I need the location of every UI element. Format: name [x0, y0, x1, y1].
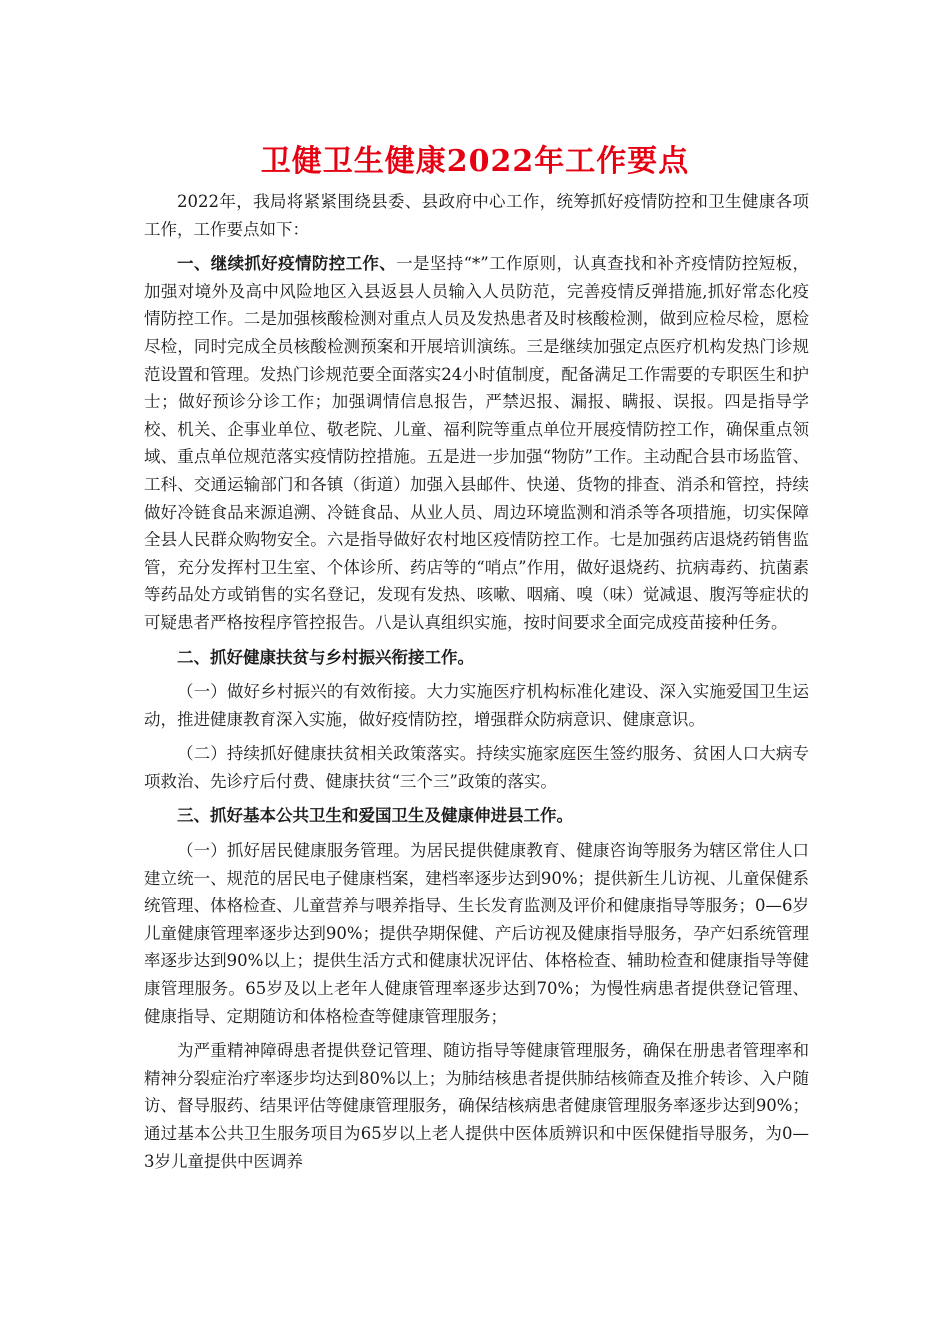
section-1-text: 一是坚持“*”工作原则，认真查找和补齐疫情防控短板，加强对境外及高中风险地区入县返县人员输入人员防范，完善疫情反弹措施,抓好常态化疫情防控工作。二是加强核酸检测对重点人员及发热患者及时核酸检测，做到应检尽检，愿检尽检，同时完成全员核酸检测预案和开展培训演练。三是继续加强定点医疗机构发热门诊规范设置和管理。发热门诊规范要全面落实24小时值制度，配备满足工作需要的专职医生和护士；做好预诊分诊工作；加强调情信息报告，严禁迟报、漏报、瞒报、误报。四是指导学校、机关、企事业单位、敬老院、儿童、福利院等重点单位开展疫情防控工作，确保重点领域、重点单位规范落实疫情防控措施。五是进一步加强“物防”工作。主动配合县市场监管、工科、交通运输部门和各镇（街道）加强入县邮件、快递、货物的排查、消杀和管控，持续做好冷链食品来源追溯、冷链食品、从业人员、周边环境监测和消杀等各项措施，切实保障全县人民群众购物安全。六是指导做好农村地区疫情防控工作。七是加强药店退烧药销售监管，充分发挥村卫生室、个体诊所、药店等的“哨点”作用，做好退烧药、抗病毒药、抗菌素等药品处方或销售的实名登记，发现有发热、咳嗽、咽痛、嗅（味）觉减退、腹泻等症状的可疑患者严格按程序管控报告。八是认真组织实施，按时间要求全面完成疫苗接种任务。: [144, 254, 810, 632]
document-title: 卫健卫生健康2022年工作要点: [260, 144, 690, 179]
section-3-item-2: 为严重精神障碍患者提供登记管理、随访指导等健康管理服务，确保在册患者管理率和精神分裂症治疗率逐步均达到80%以上；为肺结核患者提供肺结核筛查及推介转诊、入户随访、督导服药、结果评估等健康管理服务，确保结核病患者健康管理服务率逐步达到90%；通过基本公共卫生服务项目为65岁以上老人提供中医体质辨识和中医保健指导服务，为0—3岁儿童提供中医调养: [144, 1041, 809, 1171]
section-1-heading: 一、继续抓好疫情防控工作、: [177, 254, 397, 274]
section-3-heading: 三、抓好基本公共卫生和爱国卫生及健康伸进县工作。: [177, 806, 573, 826]
section-2-item-2: （二）持续抓好健康扶贫相关政策落实。持续实施家庭医生签约服务、贫困人口大病专项救治、先诊疗后付费、健康扶贫“三个三”政策的落实。: [144, 744, 809, 791]
section-3-item-1: （一）抓好居民健康服务管理。为居民提供健康教育、健康咨询等服务为辖区常住人口建立统一、规范的居民电子健康档案，建档率逐步达到90%；提供新生儿访视、儿童保健系统管理、体格检查、儿童营养与喂养指导、生长发育监测及评价和健康指导等服务；0—6岁儿童健康管理率逐步达到90%；提供孕期保健、产后访视及健康指导服务，孕产妇系统管理率逐步达到90%以上；提供生活方式和健康状况评估、体格检查、辅助检查和健康指导等健康管理服务。65岁及以上老年人健康管理率逐步达到70%；为慢性病患者提供登记管理、健康指导、定期随访和体格检查等健康管理服务；: [144, 841, 809, 1026]
document-body: [144, 188, 809, 1182]
intro-paragraph: 2022年，我局将紧紧围绕县委、县政府中心工作，统筹抓好疫情防控和卫生健康各项工作，工作要点如下：: [144, 192, 809, 239]
section-2-item-1: （一）做好乡村振兴的有效衔接。大力实施医疗机构标准化建设、深入实施爱国卫生运动，推进健康教育深入实施，做好疫情防控，增强群众防病意识、健康意识。: [144, 682, 809, 729]
section-2-heading: 二、抓好健康扶贫与乡村振兴衔接工作。: [177, 647, 474, 667]
section-1-paragraph: [144, 250, 809, 636]
